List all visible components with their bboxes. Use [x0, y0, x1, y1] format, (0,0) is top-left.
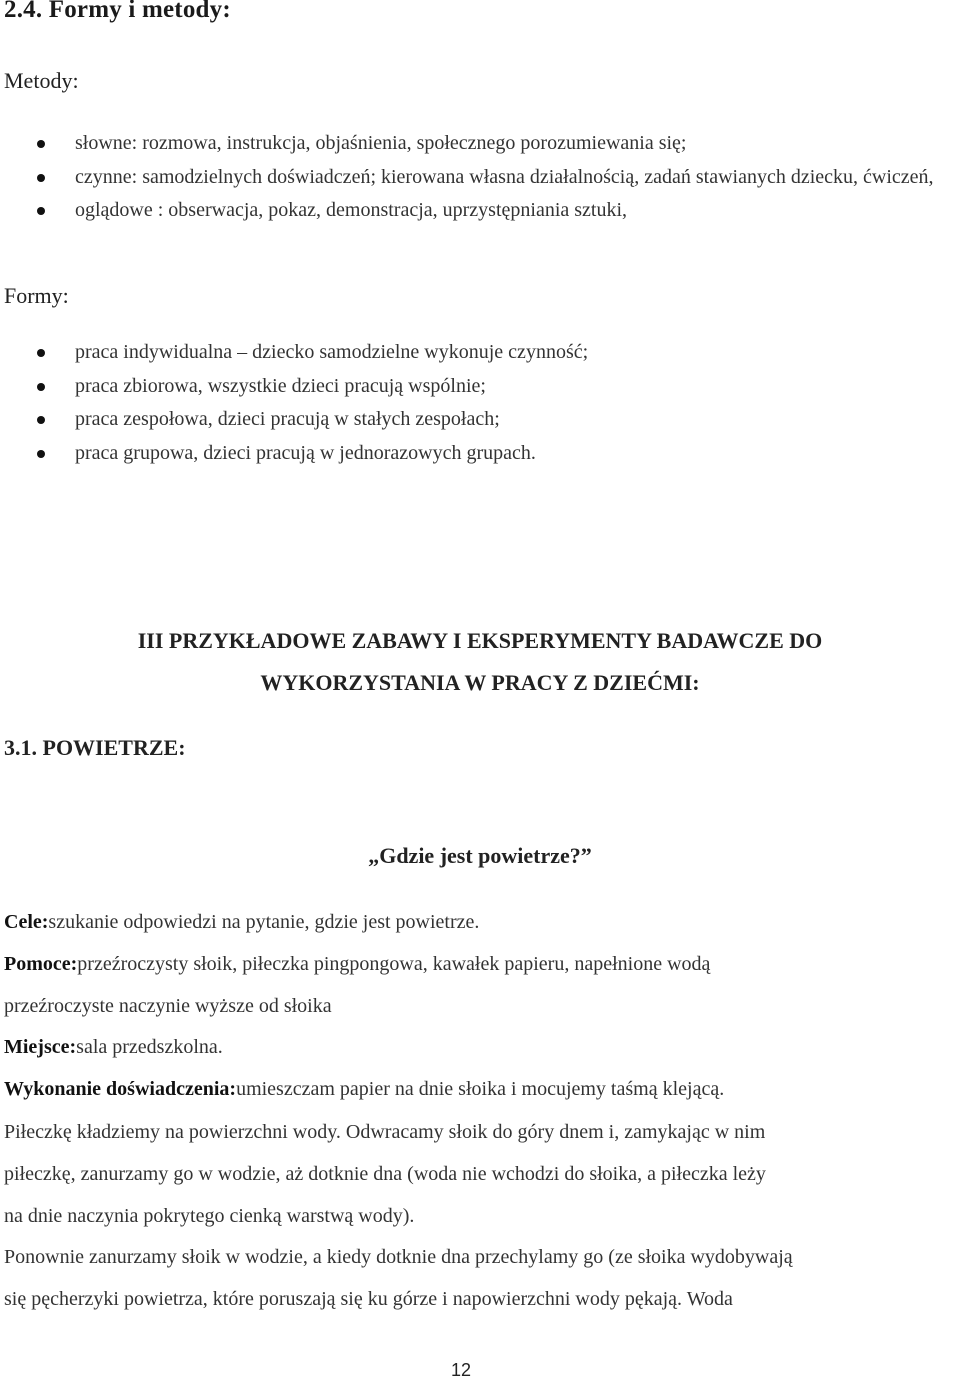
body-line: na dnie naczynia pokrytego cienką warstwą wody). [4, 1204, 415, 1227]
bullet-icon [37, 207, 45, 215]
aids-text: przeźroczysty słoik, piłeczka pingpongowa, kawałek papieru, napełnione wodą [77, 953, 711, 975]
experiment-body [4, 1112, 959, 1321]
bullet-icon [37, 416, 45, 424]
aids-line [4, 953, 710, 976]
list-item-text: praca indywidualna – dziecko samodzielne wykonuje czynność; [75, 341, 589, 363]
execution-label: Wykonanie doświadczenia: [4, 1078, 237, 1100]
place-label: Miejsce: [4, 1036, 77, 1058]
bullet-icon [37, 450, 45, 458]
forms-heading: Formy: [4, 283, 69, 308]
goals-text: szukanie odpowiedzi na pytanie, gdzie jest powietrze. [48, 911, 480, 933]
list-item-text: oglądowe : obserwacja, pokaz, demonstracja, uprzystępniania sztuki, [75, 199, 628, 221]
list-item-text: praca zbiorowa, wszystkie dzieci pracują wspólnie; [75, 374, 486, 397]
body-line: Ponownie zanurzamy słoik w wodzie, a kiedy dotknie dna przechylamy go (ze słoika wydobywają [4, 1246, 793, 1269]
body-line: piłeczkę, zanurzamy go w wodzie, aż dotknie dna (woda nie wchodzi do słoika, a piłeczka leży [4, 1162, 766, 1185]
chapter-heading [0, 620, 960, 704]
list-item-text: praca zespołowa, dzieci pracują w stałych zespołach; [75, 408, 500, 430]
chapter-heading-line1: III PRZYKŁADOWE ZABAWY I EKSPERYMENTY BADAWCZE DO [137, 628, 823, 653]
bullet-icon [37, 349, 45, 357]
list-item [0, 336, 960, 370]
list-item-text: czynne: samodzielnych doświadczeń; kierowana własna działalnością, zadań stawianych dziecku, ćwiczeń, [75, 165, 934, 188]
experiment-title: „Gdzie jest powietrze?” [368, 843, 592, 868]
goals-line [4, 911, 479, 934]
list-item [0, 403, 960, 437]
goals-label: Cele: [4, 911, 49, 933]
place-line [4, 1036, 223, 1059]
list-item-text: praca grupowa, dzieci pracują w jednorazowych grupach. [75, 441, 536, 464]
bullet-icon [37, 140, 45, 148]
place-text: sala przedszkolna. [76, 1036, 223, 1058]
methods-heading: Metody: [4, 68, 79, 93]
aids-label: Pomoce: [4, 953, 78, 975]
list-item [0, 370, 960, 404]
bullet-icon [37, 383, 45, 391]
chapter-heading-line2: WYKORZYSTANIA W PRACY Z DZIEĆMI: [260, 670, 700, 695]
list-item [0, 127, 960, 161]
body-line: się pęcherzyki powietrza, które poruszają się ku górze i napowierzchni wody pękają. Woda [4, 1288, 733, 1311]
aids-line-cont: przeźroczyste naczynie wyższe od słoika [4, 995, 332, 1017]
bullet-icon [37, 174, 45, 182]
methods-list [0, 127, 960, 228]
execution-text: umieszczam papier na dnie słoika i mocujemy taśmą klejącą. [236, 1078, 725, 1100]
list-item [0, 194, 960, 228]
list-item [0, 161, 950, 195]
execution-line [4, 1078, 724, 1101]
page-number: 12 [450, 1360, 472, 1380]
list-item-text: słowne: rozmowa, instrukcja, objaśnienia, społecznego porozumiewania się; [75, 132, 687, 154]
forms-list [0, 336, 960, 470]
section-heading: 2.4. Formy i metody: [4, 0, 231, 23]
body-line: Piłeczkę kładziemy na powierzchni wody. Odwracamy słoik do góry dnem i, zamykając w nim [4, 1121, 766, 1143]
subsection-heading: 3.1. POWIETRZE: [4, 735, 186, 760]
list-item [0, 437, 960, 471]
